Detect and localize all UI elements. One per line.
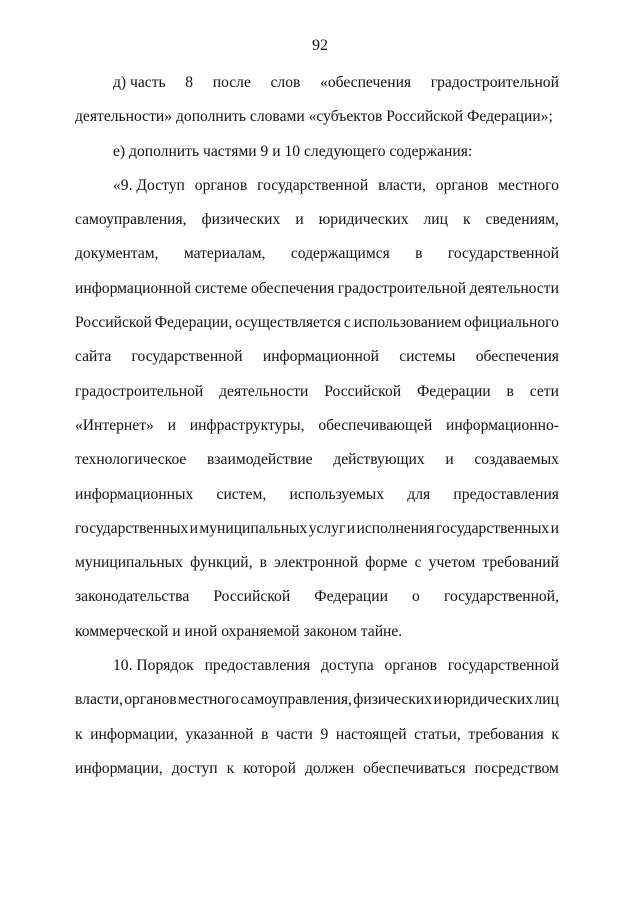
text-line: информации, доступ к которой должен обеспечиваться посредством <box>75 759 559 777</box>
text-line: информационной системе обеспечения градостроительной деятельности <box>75 279 559 297</box>
text-line: сайта государственной информационной системы обеспечения <box>75 348 559 366</box>
text-line: самоуправления, физических и юридических лиц к сведениям, <box>75 211 559 229</box>
page-number: 92 <box>312 37 328 54</box>
text-line: Российской Федерации, осуществляется с использованием официального <box>75 314 559 332</box>
text-line: «Интернет» и инфраструктуры, обеспечивающей информационно- <box>75 416 559 434</box>
text-line: документам, материалам, содержащимся в государственной <box>75 245 559 263</box>
text-line: д) часть 8 после слов «обеспечения градостроительной <box>113 74 559 91</box>
text-line: 10. Порядок предоставления доступа органов государственной <box>113 657 559 675</box>
text-line: муниципальных функций, в электронной форме с учетом требований <box>75 554 559 572</box>
paragraph-9 <box>75 169 559 649</box>
text-line: технологическое взаимодействие действующих и создаваемых <box>75 451 559 469</box>
text-line: государственных и муниципальных услуг и исполнения государственных и <box>75 519 559 537</box>
text-line: информационных систем, используемых для предоставления <box>75 485 559 503</box>
text-line: деятельности» дополнить словами «субъектов Российской Федерации»; <box>75 108 553 126</box>
text-line: законодательства Российской Федерации о государственной, <box>75 588 559 606</box>
paragraph-10 <box>75 649 559 786</box>
paragraph-e <box>75 135 559 169</box>
document-body <box>75 66 559 786</box>
text-line: «9. Доступ органов государственной власти, органов местного <box>113 176 559 194</box>
text-line: е) дополнить частями 9 и 10 следующего содержания: <box>113 142 473 160</box>
text-line: градостроительной деятельности Российской Федерации в сети <box>75 382 559 400</box>
text-line: власти, органов местного самоуправления, физических и юридических лиц <box>75 691 559 709</box>
paragraph-d <box>75 66 559 135</box>
text-line: к информации, указанной в части 9 настоящей статьи, требования к <box>75 725 559 743</box>
text-line: коммерческой и иной охраняемой законом тайне. <box>75 622 403 640</box>
